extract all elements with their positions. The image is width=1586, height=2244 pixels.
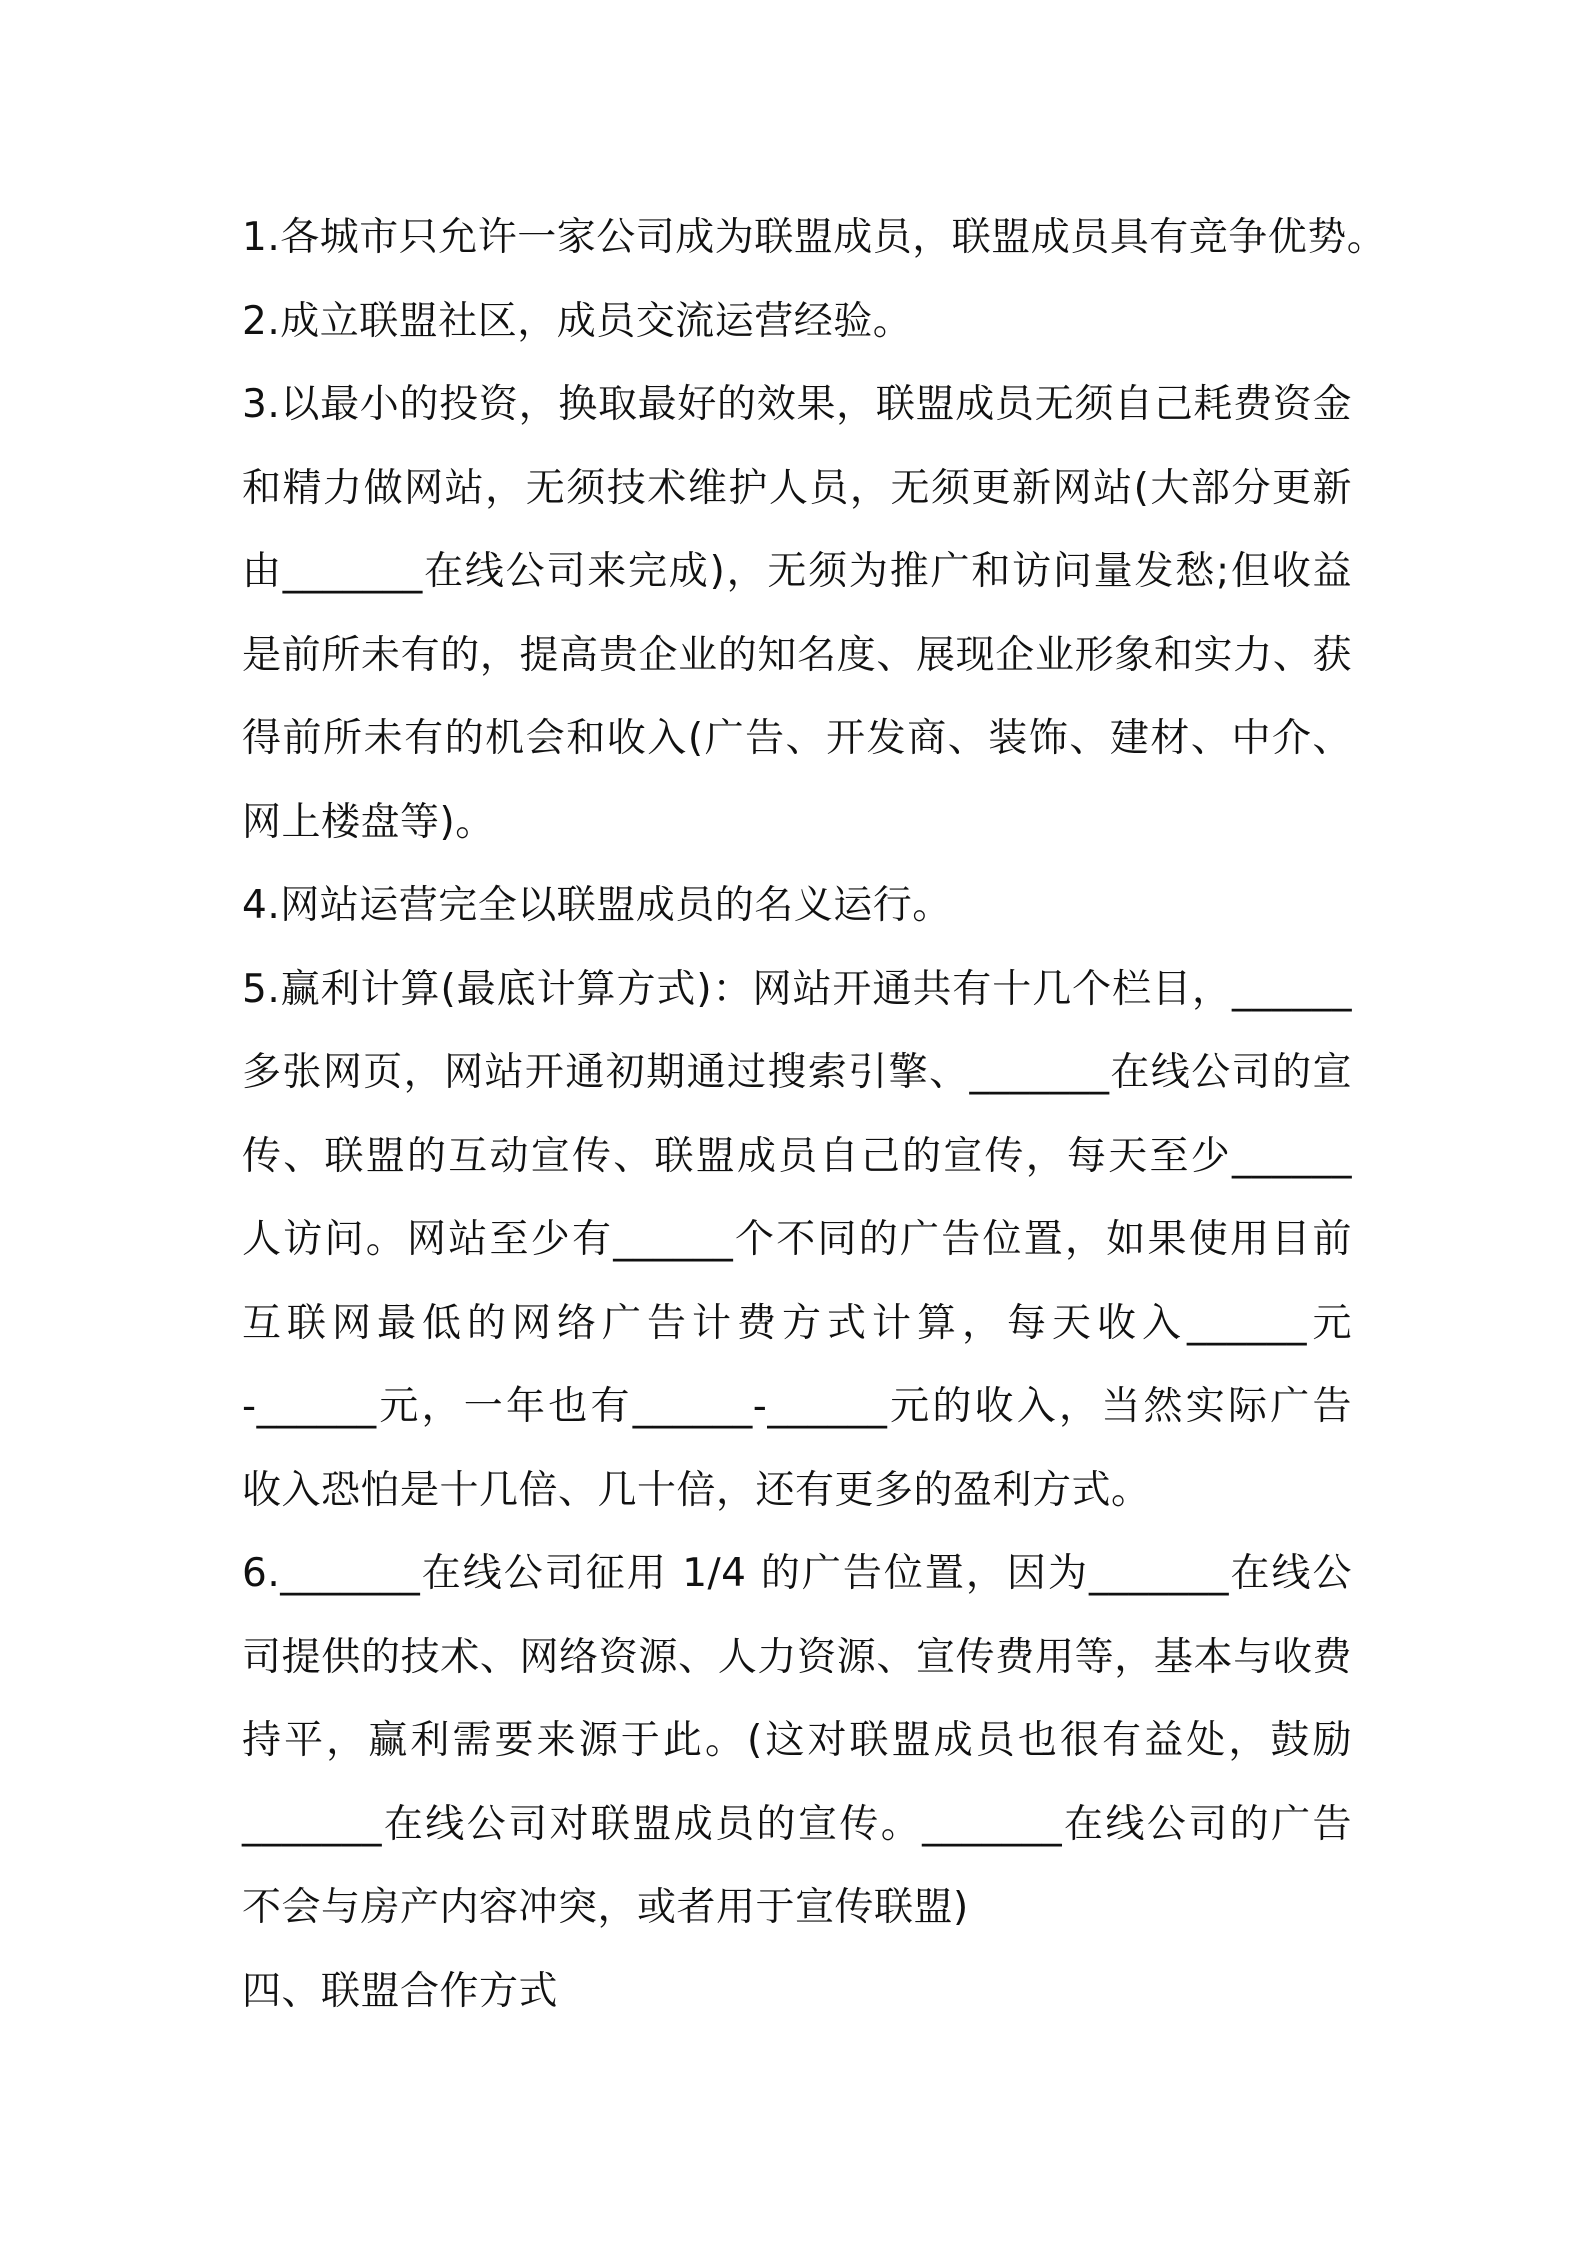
item-4-text: 4.网站运营完全以联盟成员的名义运行。 [242, 883, 952, 928]
item-6-line-1: 6._______在线公司征用 1/4 的广告位置，因为_______在线公 [242, 1551, 1352, 1596]
item-6-line-5: 不会与房产内容冲突，或者用于宣传联盟) [242, 1885, 969, 1930]
item-3-line-2: 和精力做网站，无须技术维护人员，无须更新网站(大部分更新 [242, 465, 1352, 511]
item-5-line-6: -______元，一年也有______-______元的收入，当然实际广告 [242, 1384, 1352, 1429]
item-3-line-4: 是前所未有的，提高贵企业的知名度、展现企业形象和实力、获 [242, 632, 1352, 678]
item-6-line-2: 司提供的技术、网络资源、人力资源、宣传费用等，基本与收费 [242, 1634, 1352, 1680]
item-5-line-5: 互联网最低的网络广告计费方式计算，每天收入______元 [242, 1300, 1352, 1346]
item-1-text: 1.各城市只允许一家公司成为联盟成员，联盟成员具有竞争优势。 [242, 215, 1387, 260]
item-3-line-6: 网上楼盘等)。 [242, 799, 495, 845]
item-3-line-1: 3.以最小的投资，换取最好的效果，联盟成员无须自己耗费资金 [242, 382, 1352, 427]
item-5-line-3: 传、联盟的互动宣传、联盟成员自己的宣传，每天至少______ [242, 1133, 1352, 1179]
item-3-line-3: 由_______在线公司来完成)，无须为推广和访问量发愁;但收益 [242, 549, 1352, 594]
item-5-line-7: 收入恐怕是十几倍、几十倍，还有更多的盈利方式。 [242, 1467, 1151, 1513]
item-3-line-5: 得前所未有的机会和收入(广告、开发商、装饰、建材、中介、 [242, 716, 1352, 761]
item-5-line-4: 人访问。网站至少有______个不同的广告位置，如果使用目前 [242, 1217, 1352, 1262]
item-6-line-3: 持平，赢利需要来源于此。(这对联盟成员也很有益处，鼓励 [242, 1718, 1352, 1763]
item-5-line-2: 多张网页，网站开通初期通过搜索引擎、_______在线公司的宣 [242, 1050, 1352, 1095]
item-2-text: 2.成立联盟社区，成员交流运营经验。 [242, 298, 913, 344]
item-6-line-4: _______在线公司对联盟成员的宣传。_______在线公司的广告 [242, 1801, 1352, 1847]
section-heading: 四、联盟合作方式 [242, 1968, 559, 2014]
item-5-line-1: 5.赢利计算(最底计算方式)：网站开通共有十几个栏目，______ [242, 966, 1352, 1012]
document-body [242, 196, 1392, 2033]
